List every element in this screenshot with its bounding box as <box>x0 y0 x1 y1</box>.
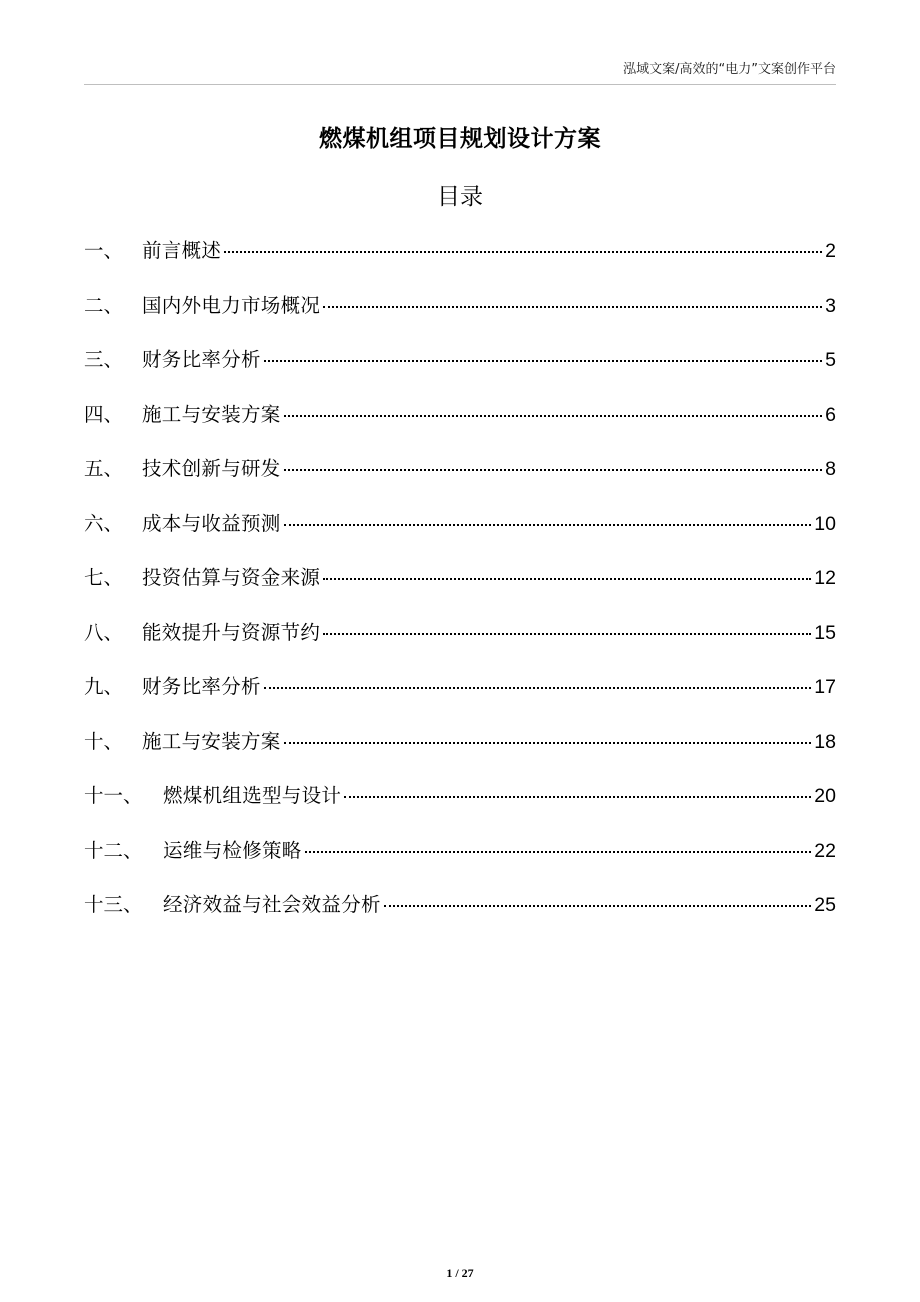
toc-entry-page: 20 <box>814 785 836 807</box>
toc-entry-number: 一、 <box>84 239 124 262</box>
toc-entry-title: 前言概述 <box>142 239 222 262</box>
toc-entry[interactable] <box>84 616 836 671</box>
toc-entry-page: 10 <box>814 512 836 535</box>
toc-entry-title: 财务比率分析 <box>142 675 261 698</box>
toc-dot-leader <box>384 905 811 907</box>
toc-entry-title: 燃煤机组选型与设计 <box>163 784 342 807</box>
table-of-contents <box>84 234 836 943</box>
toc-entry-page: 22 <box>814 839 836 862</box>
toc-entry-number: 四、 <box>84 402 124 426</box>
toc-dot-leader <box>284 524 812 526</box>
toc-entry-page: 25 <box>814 894 836 916</box>
toc-dot-leader <box>284 415 823 417</box>
toc-entry-number: 二、 <box>84 293 124 317</box>
toc-entry-title: 运维与检修策略 <box>163 838 302 862</box>
toc-entry-number: 五、 <box>84 457 124 480</box>
toc-entry[interactable] <box>84 234 836 289</box>
toc-entry[interactable] <box>84 779 836 834</box>
toc-entry-title: 国内外电力市场概况 <box>142 293 321 317</box>
toc-entry-page: 15 <box>814 621 836 644</box>
toc-entry-title: 投资估算与资金来源 <box>142 566 321 589</box>
toc-dot-leader <box>344 796 811 798</box>
toc-entry-title: 成本与收益预测 <box>142 511 281 535</box>
toc-entry[interactable] <box>84 561 836 616</box>
toc-entry-number: 六、 <box>84 511 124 535</box>
toc-entry[interactable] <box>84 725 836 780</box>
toc-entry-page: 18 <box>814 730 836 753</box>
toc-entry-title: 施工与安装方案 <box>142 729 281 753</box>
toc-entry-number: 十三、 <box>84 893 143 916</box>
toc-entry[interactable] <box>84 452 836 507</box>
toc-entry-number: 八、 <box>84 620 124 644</box>
toc-entry-page: 8 <box>825 458 836 480</box>
toc-entry-number: 九、 <box>84 675 124 698</box>
toc-entry[interactable] <box>84 888 836 943</box>
toc-entry-title: 施工与安装方案 <box>142 402 281 426</box>
toc-entry[interactable] <box>84 398 836 453</box>
page-header: 泓域文案/高效的“电力”文案创作平台 <box>623 62 836 77</box>
toc-dot-leader <box>284 742 812 744</box>
toc-dot-leader <box>323 306 822 308</box>
toc-entry[interactable] <box>84 507 836 562</box>
document-title: 燃煤机组项目规划设计方案 <box>319 126 601 152</box>
toc-entry-number: 十二、 <box>84 838 143 862</box>
toc-entry-page: 2 <box>825 240 836 262</box>
toc-entry-number: 七、 <box>84 566 124 589</box>
toc-entry-page: 6 <box>825 403 836 426</box>
toc-dot-leader <box>323 633 811 635</box>
toc-entry[interactable] <box>84 834 836 889</box>
toc-entry[interactable] <box>84 343 836 398</box>
page-number: 1 / 27 <box>446 1266 474 1280</box>
toc-dot-leader <box>323 578 811 580</box>
toc-dot-leader <box>264 687 811 689</box>
toc-entry-title: 财务比率分析 <box>142 348 261 371</box>
toc-entry-page: 12 <box>814 567 836 589</box>
toc-dot-leader <box>264 360 822 362</box>
toc-entry-page: 5 <box>825 349 836 371</box>
toc-dot-leader <box>284 469 823 471</box>
toc-entry-number: 十、 <box>84 729 124 753</box>
toc-heading: 目录 <box>437 184 483 210</box>
toc-entry[interactable] <box>84 670 836 725</box>
toc-entry-title: 能效提升与资源节约 <box>142 620 321 644</box>
toc-entry-page: 17 <box>814 676 836 698</box>
header-divider <box>84 84 836 85</box>
toc-entry-number: 三、 <box>84 348 124 371</box>
toc-entry-title: 技术创新与研发 <box>142 457 281 480</box>
toc-dot-leader <box>305 851 812 853</box>
toc-entry-number: 十一、 <box>84 784 143 807</box>
toc-entry-page: 3 <box>825 294 836 317</box>
toc-dot-leader <box>224 251 822 253</box>
toc-entry[interactable] <box>84 289 836 344</box>
toc-entry-title: 经济效益与社会效益分析 <box>163 893 381 916</box>
